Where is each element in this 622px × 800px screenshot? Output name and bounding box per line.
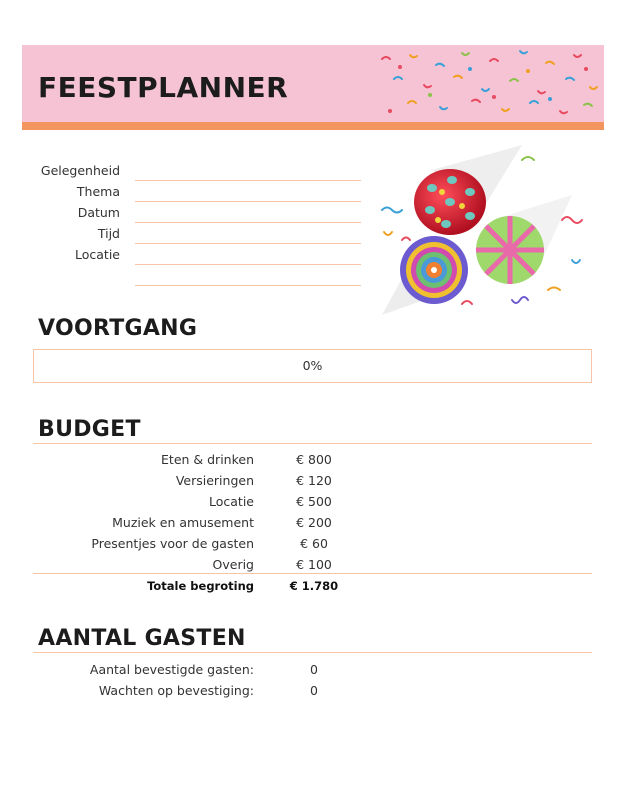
budget-title: BUDGET [38, 417, 141, 442]
budget-item-value: € 200 [296, 515, 332, 530]
progress-value: 0% [302, 358, 323, 373]
header-accent-bar [22, 122, 604, 130]
extra-field[interactable] [135, 285, 361, 286]
budget-item-label: Eten & drinken [161, 452, 254, 467]
progress-bar [33, 349, 592, 383]
guests-confirmed-label: Aantal bevestigde gasten: [89, 662, 254, 677]
page-title: FEESTPLANNER [38, 71, 289, 104]
time-field[interactable] [135, 243, 361, 244]
budget-item-label: Locatie [209, 494, 254, 509]
guests-rule [33, 652, 592, 653]
budget-total-label: Totale begroting [147, 579, 254, 593]
occasion-field[interactable] [135, 180, 361, 181]
budget-total-value: € 1.780 [289, 579, 339, 593]
budget-total-rule [33, 573, 592, 574]
guests-pending-value: 0 [310, 683, 318, 698]
budget-item-label: Overig [212, 557, 254, 572]
guests-confirmed-value: 0 [310, 662, 318, 677]
date-field[interactable] [135, 222, 361, 223]
budget-item-value: € 500 [296, 494, 332, 509]
budget-item-value: € 800 [296, 452, 332, 467]
theme-label: Thema [76, 184, 120, 199]
location-label: Locatie [75, 247, 120, 262]
budget-rule [33, 443, 592, 444]
party-hats-illustration [372, 140, 594, 324]
time-label: Tijd [97, 226, 120, 241]
occasion-label: Gelegenheid [40, 163, 120, 178]
theme-field[interactable] [135, 201, 361, 202]
progress-title: VOORTGANG [38, 316, 198, 341]
budget-item-label: Muziek en amusement [112, 515, 254, 530]
location-field[interactable] [135, 264, 361, 265]
budget-item-value: € 120 [296, 473, 332, 488]
budget-item-label: Presentjes voor de gasten [91, 536, 254, 551]
guests-title: AANTAL GASTEN [38, 626, 246, 651]
confetti-decoration [370, 45, 604, 123]
budget-item-value: € 100 [296, 557, 332, 572]
budget-item-value: € 60 [300, 536, 328, 551]
budget-item-label: Versieringen [175, 473, 254, 488]
guests-pending-label: Wachten op bevestiging: [98, 683, 254, 698]
date-label: Datum [77, 205, 120, 220]
